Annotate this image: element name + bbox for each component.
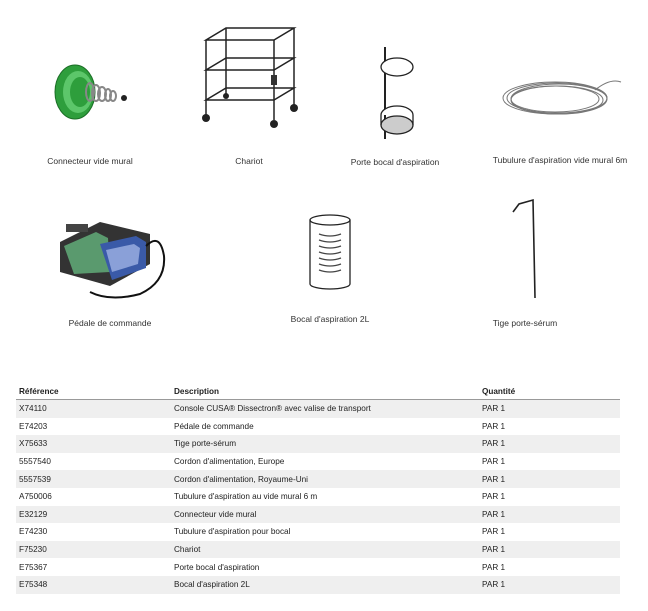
product-caption: Connecteur vide mural	[47, 156, 133, 166]
table-row	[16, 470, 620, 488]
table-row	[16, 400, 620, 418]
cell-description: Pédale de commande	[174, 421, 254, 431]
iv-pole-icon	[505, 198, 545, 302]
product-cart	[189, 20, 309, 166]
cell-quantity: PAR 1	[482, 421, 506, 431]
cell-reference: X74110	[16, 400, 171, 418]
cell-quantity: PAR 1	[482, 492, 506, 502]
product-caption: Bocal d'aspiration 2L	[290, 314, 370, 324]
cell-description: Porte bocal d'aspiration	[174, 562, 260, 572]
cell-description: Bocal d'aspiration 2L	[171, 576, 479, 594]
table-row	[16, 453, 620, 471]
tubing-coil-icon	[495, 72, 625, 122]
column-header-reference: Référence	[16, 383, 171, 400]
cell-description: Console CUSA® Dissectron® avec valise de transport	[171, 400, 479, 418]
cell-quantity: PAR 1	[479, 541, 620, 559]
cell-description: Cordon d'alimentation, Europe	[174, 457, 285, 467]
table-row	[16, 541, 620, 559]
suction-canister-icon	[305, 212, 355, 292]
product-wall-vacuum-connector	[40, 58, 140, 166]
table-row	[16, 506, 620, 524]
cell-description: Tige porte-sérum	[171, 435, 479, 453]
cell-reference: E74230	[19, 527, 48, 537]
cell-quantity: PAR 1	[482, 562, 506, 572]
product-caption: Tubulure d'aspiration vide mural 6m	[492, 155, 628, 165]
product-suction-canister-holder	[340, 45, 450, 167]
cell-quantity: PAR 1	[479, 576, 620, 594]
product-iv-pole	[470, 198, 580, 328]
cell-description: Tubulure d'aspiration pour bocal	[174, 527, 291, 537]
cell-quantity: PAR 1	[482, 527, 506, 537]
foot-pedal-icon	[50, 212, 170, 302]
wall-vacuum-connector-icon	[45, 58, 135, 128]
product-tubing-coil	[480, 72, 640, 165]
suction-canister-holder-icon	[365, 45, 425, 141]
table-row	[16, 523, 620, 541]
cell-quantity: PAR 1	[479, 506, 620, 524]
product-caption: Chariot	[235, 156, 263, 166]
cell-quantity: PAR 1	[482, 457, 506, 467]
table-header-row	[16, 383, 620, 400]
cell-reference: E75348	[16, 576, 171, 594]
cell-reference: E32129	[16, 506, 171, 524]
cell-reference: F75230	[16, 541, 171, 559]
cell-reference: 5557540	[19, 457, 51, 467]
column-header-quantity: Quantité	[479, 383, 620, 400]
product-caption: Porte bocal d'aspiration	[350, 157, 440, 167]
product-caption: Tige porte-sérum	[492, 318, 558, 328]
product-suction-canister	[270, 212, 390, 324]
cell-reference: A750006	[19, 492, 52, 502]
cell-description: Chariot	[171, 541, 479, 559]
cell-quantity: PAR 1	[479, 470, 620, 488]
reference-table	[16, 383, 620, 594]
column-header-description: Description	[171, 383, 479, 400]
cell-description: Tubulure d'aspiration au vide mural 6 m	[174, 492, 318, 502]
cell-reference: E74203	[19, 421, 48, 431]
product-caption: Pédale de commande	[68, 318, 152, 328]
cell-description: Connecteur vide mural	[171, 506, 479, 524]
table-row	[16, 558, 620, 576]
cell-quantity: PAR 1	[479, 435, 620, 453]
product-foot-pedal	[45, 212, 175, 328]
cell-reference: E75367	[19, 562, 48, 572]
cell-quantity: PAR 1	[479, 400, 620, 418]
table-row	[16, 435, 620, 453]
cart-icon	[194, 20, 304, 132]
table-row	[16, 418, 620, 436]
cell-reference: X75633	[16, 435, 171, 453]
table-row	[16, 488, 620, 506]
cell-description: Cordon d'alimentation, Royaume-Uni	[171, 470, 479, 488]
table-row	[16, 576, 620, 594]
cell-reference: 5557539	[16, 470, 171, 488]
